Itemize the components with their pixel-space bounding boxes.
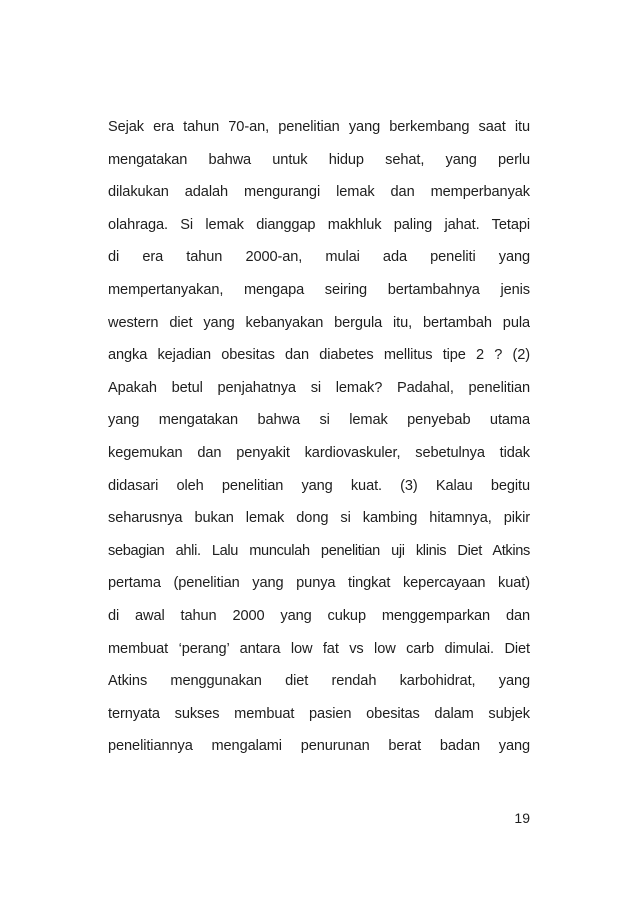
text-line: angka kejadian obesitas dan diabetes mellitus tipe 2 ? (2): [108, 347, 530, 364]
text-line: mengatakan bahwa untuk hidup sehat, yang perlu: [108, 151, 530, 168]
text-line: dilakukan adalah mengurangi lemak dan memperbanyak: [108, 184, 530, 201]
text-line: membuat ‘perang’ antara low fat vs low carb dimulai. Diet: [108, 640, 530, 657]
text-line: seharusnya bukan lemak dong si kambing hitamnya, pikir: [108, 510, 530, 527]
page-number: 19: [514, 810, 530, 826]
text-line: pertama (penelitian yang punya tingkat kepercayaan kuat): [108, 575, 530, 592]
text-line: western diet yang kebanyakan bergula itu, bertambah pula: [108, 314, 530, 331]
text-line: Apakah betul penjahatnya si lemak? Padahal, penelitian: [108, 379, 530, 396]
text-line: sebagian ahli. Lalu munculah penelitian uji klinis Diet Atkins: [108, 542, 530, 559]
text-line: kegemukan dan penyakit kardiovaskuler, sebetulnya tidak: [108, 444, 530, 461]
text-line: ternyata sukses membuat pasien obesitas dalam subjek: [108, 705, 530, 722]
text-line: Sejak era tahun 70-an, penelitian yang berkembang saat itu: [108, 119, 530, 135]
text-line: penelitiannya mengalami penurunan berat badan yang: [108, 738, 530, 755]
text-line: di awal tahun 2000 yang cukup menggemparkan dan: [108, 607, 530, 624]
text-line: mempertanyakan, mengapa seiring bertambahnya jenis: [108, 281, 530, 298]
text-line: olahraga. Si lemak dianggap makhluk paling jahat. Tetapi: [108, 216, 530, 233]
text-line: didasari oleh penelitian yang kuat. (3) Kalau begitu: [108, 477, 530, 494]
text-line: Atkins menggunakan diet rendah karbohidrat, yang: [108, 673, 530, 690]
text-line: di era tahun 2000-an, mulai ada peneliti yang: [108, 249, 530, 266]
body-text: [108, 111, 530, 763]
text-line: yang mengatakan bahwa si lemak penyebab utama: [108, 412, 530, 429]
